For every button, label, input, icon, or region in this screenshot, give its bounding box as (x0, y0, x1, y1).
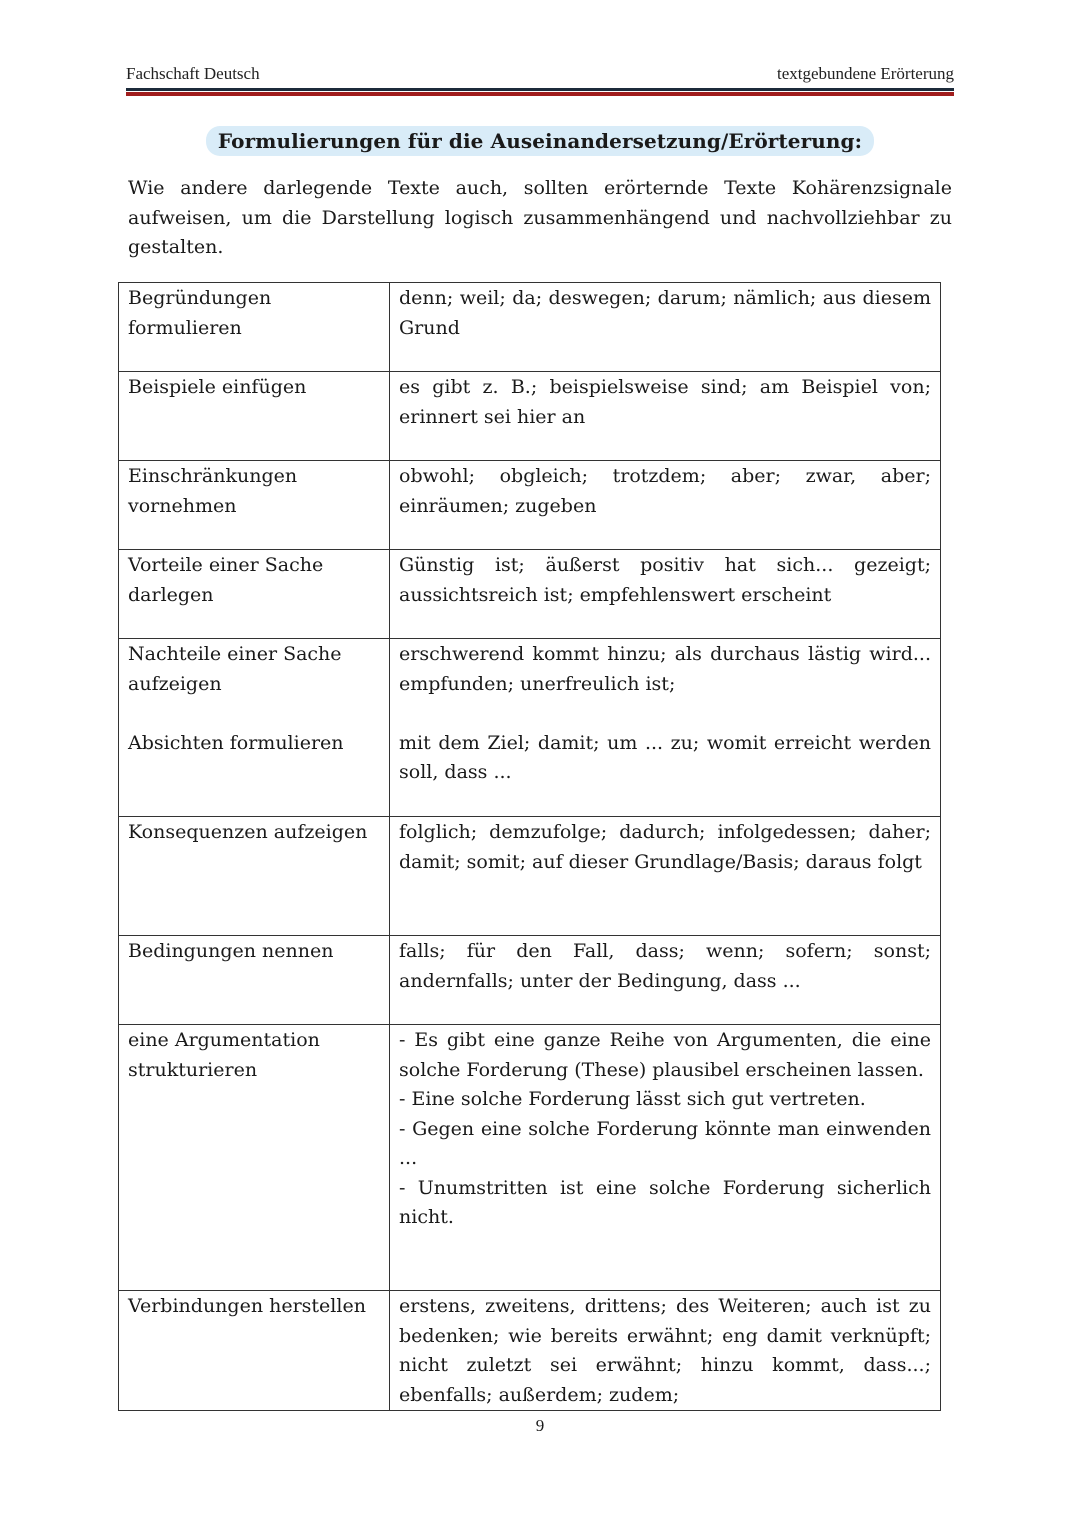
table-row (119, 283, 941, 372)
row-text: es gibt z. B.; beispielsweise sind; am Beispiel von; erinnert sei hier an (390, 372, 941, 461)
argument-line: - Es gibt eine ganze Reihe von Argumenten, die eine solche Forderung (These) plausibel erscheinen lassen. (399, 1029, 931, 1081)
phrases-table (118, 282, 941, 1411)
page-number: 9 (535, 1416, 545, 1435)
header-right: textgebundene Erörterung (776, 64, 954, 83)
header-rule-red (126, 92, 954, 96)
row-label: Beispiele einfügen (119, 372, 390, 461)
row-text-secondary: mit dem Ziel; damit; um ... zu; womit erreicht werden soll, dass ... (399, 731, 931, 783)
row-label: Konsequenzen aufzeigen (119, 817, 390, 936)
intro-paragraph: Wie andere darlegende Texte auch, sollten erörternde Texte Kohärenzsignale aufweisen, um die Darstellung logisch zusammenhängend und nachvollziehbar zu gestalten. (128, 177, 952, 258)
row-label: Vorteile einer Sache darlegen (119, 550, 390, 639)
row-text: falls; für den Fall, dass; wenn; sofern; sonst; andernfalls; unter der Bedingung, dass ... (390, 936, 941, 1025)
table-row (119, 1291, 941, 1411)
page-title: Formulierungen für die Auseinandersetzung/Erörterung: (206, 126, 874, 156)
row-text: erstens, zweitens, drittens; des Weiteren; auch ist zu bedenken; wie bereits erwähnt; eng damit verknüpft; nicht zuletzt sei erwähnt; hinzu kommt, dass...; ebenfalls; außerdem; zudem; (390, 1291, 941, 1411)
row-text-cell (390, 1025, 941, 1291)
row-text-cell (390, 639, 941, 817)
argument-line: - Unumstritten ist eine solche Forderung sicherlich nicht. (399, 1176, 931, 1228)
argument-line: - Eine solche Forderung lässt sich gut vertreten. (399, 1088, 866, 1110)
table-row (119, 639, 941, 817)
table-row (119, 550, 941, 639)
row-text: Günstig ist; äußerst positiv hat sich... gezeigt; aussichtsreich ist; empfehlenswert erscheint (390, 550, 941, 639)
title-wrapper (0, 126, 1080, 156)
row-label-cell (119, 639, 390, 817)
row-text: obwohl; obgleich; trotzdem; aber; zwar, aber; einräumen; zugeben (390, 461, 941, 550)
row-label: Bedingungen nennen (119, 936, 390, 1025)
table-row (119, 936, 941, 1025)
header-left: Fachschaft Deutsch (126, 64, 260, 83)
row-text: denn; weil; da; deswegen; darum; nämlich; aus diesem Grund (390, 283, 941, 372)
row-label: Nachteile einer Sache aufzeigen (128, 643, 342, 695)
table-row (119, 1025, 941, 1291)
row-label-secondary: Absichten formulieren (128, 731, 344, 754)
header-rule-dark (126, 88, 954, 91)
table-row (119, 817, 941, 936)
page-header (126, 64, 954, 84)
argument-line: - Gegen eine solche Forderung könnte man einwenden ... (399, 1117, 931, 1169)
row-label: eine Argumentation strukturieren (119, 1025, 390, 1291)
row-text: folglich; demzufolge; dadurch; infolgedessen; daher; damit; somit; auf dieser Grundlage/Basis; daraus folgt (390, 817, 941, 936)
row-label: Verbindungen herstellen (119, 1291, 390, 1411)
row-label: Begründungen formulieren (119, 283, 390, 372)
table-row (119, 461, 941, 550)
row-text: erschwerend kommt hinzu; als durchaus lästig wird... empfunden; unerfreulich ist; (399, 643, 931, 695)
table-row (119, 372, 941, 461)
row-label: Einschränkungen vornehmen (119, 461, 390, 550)
